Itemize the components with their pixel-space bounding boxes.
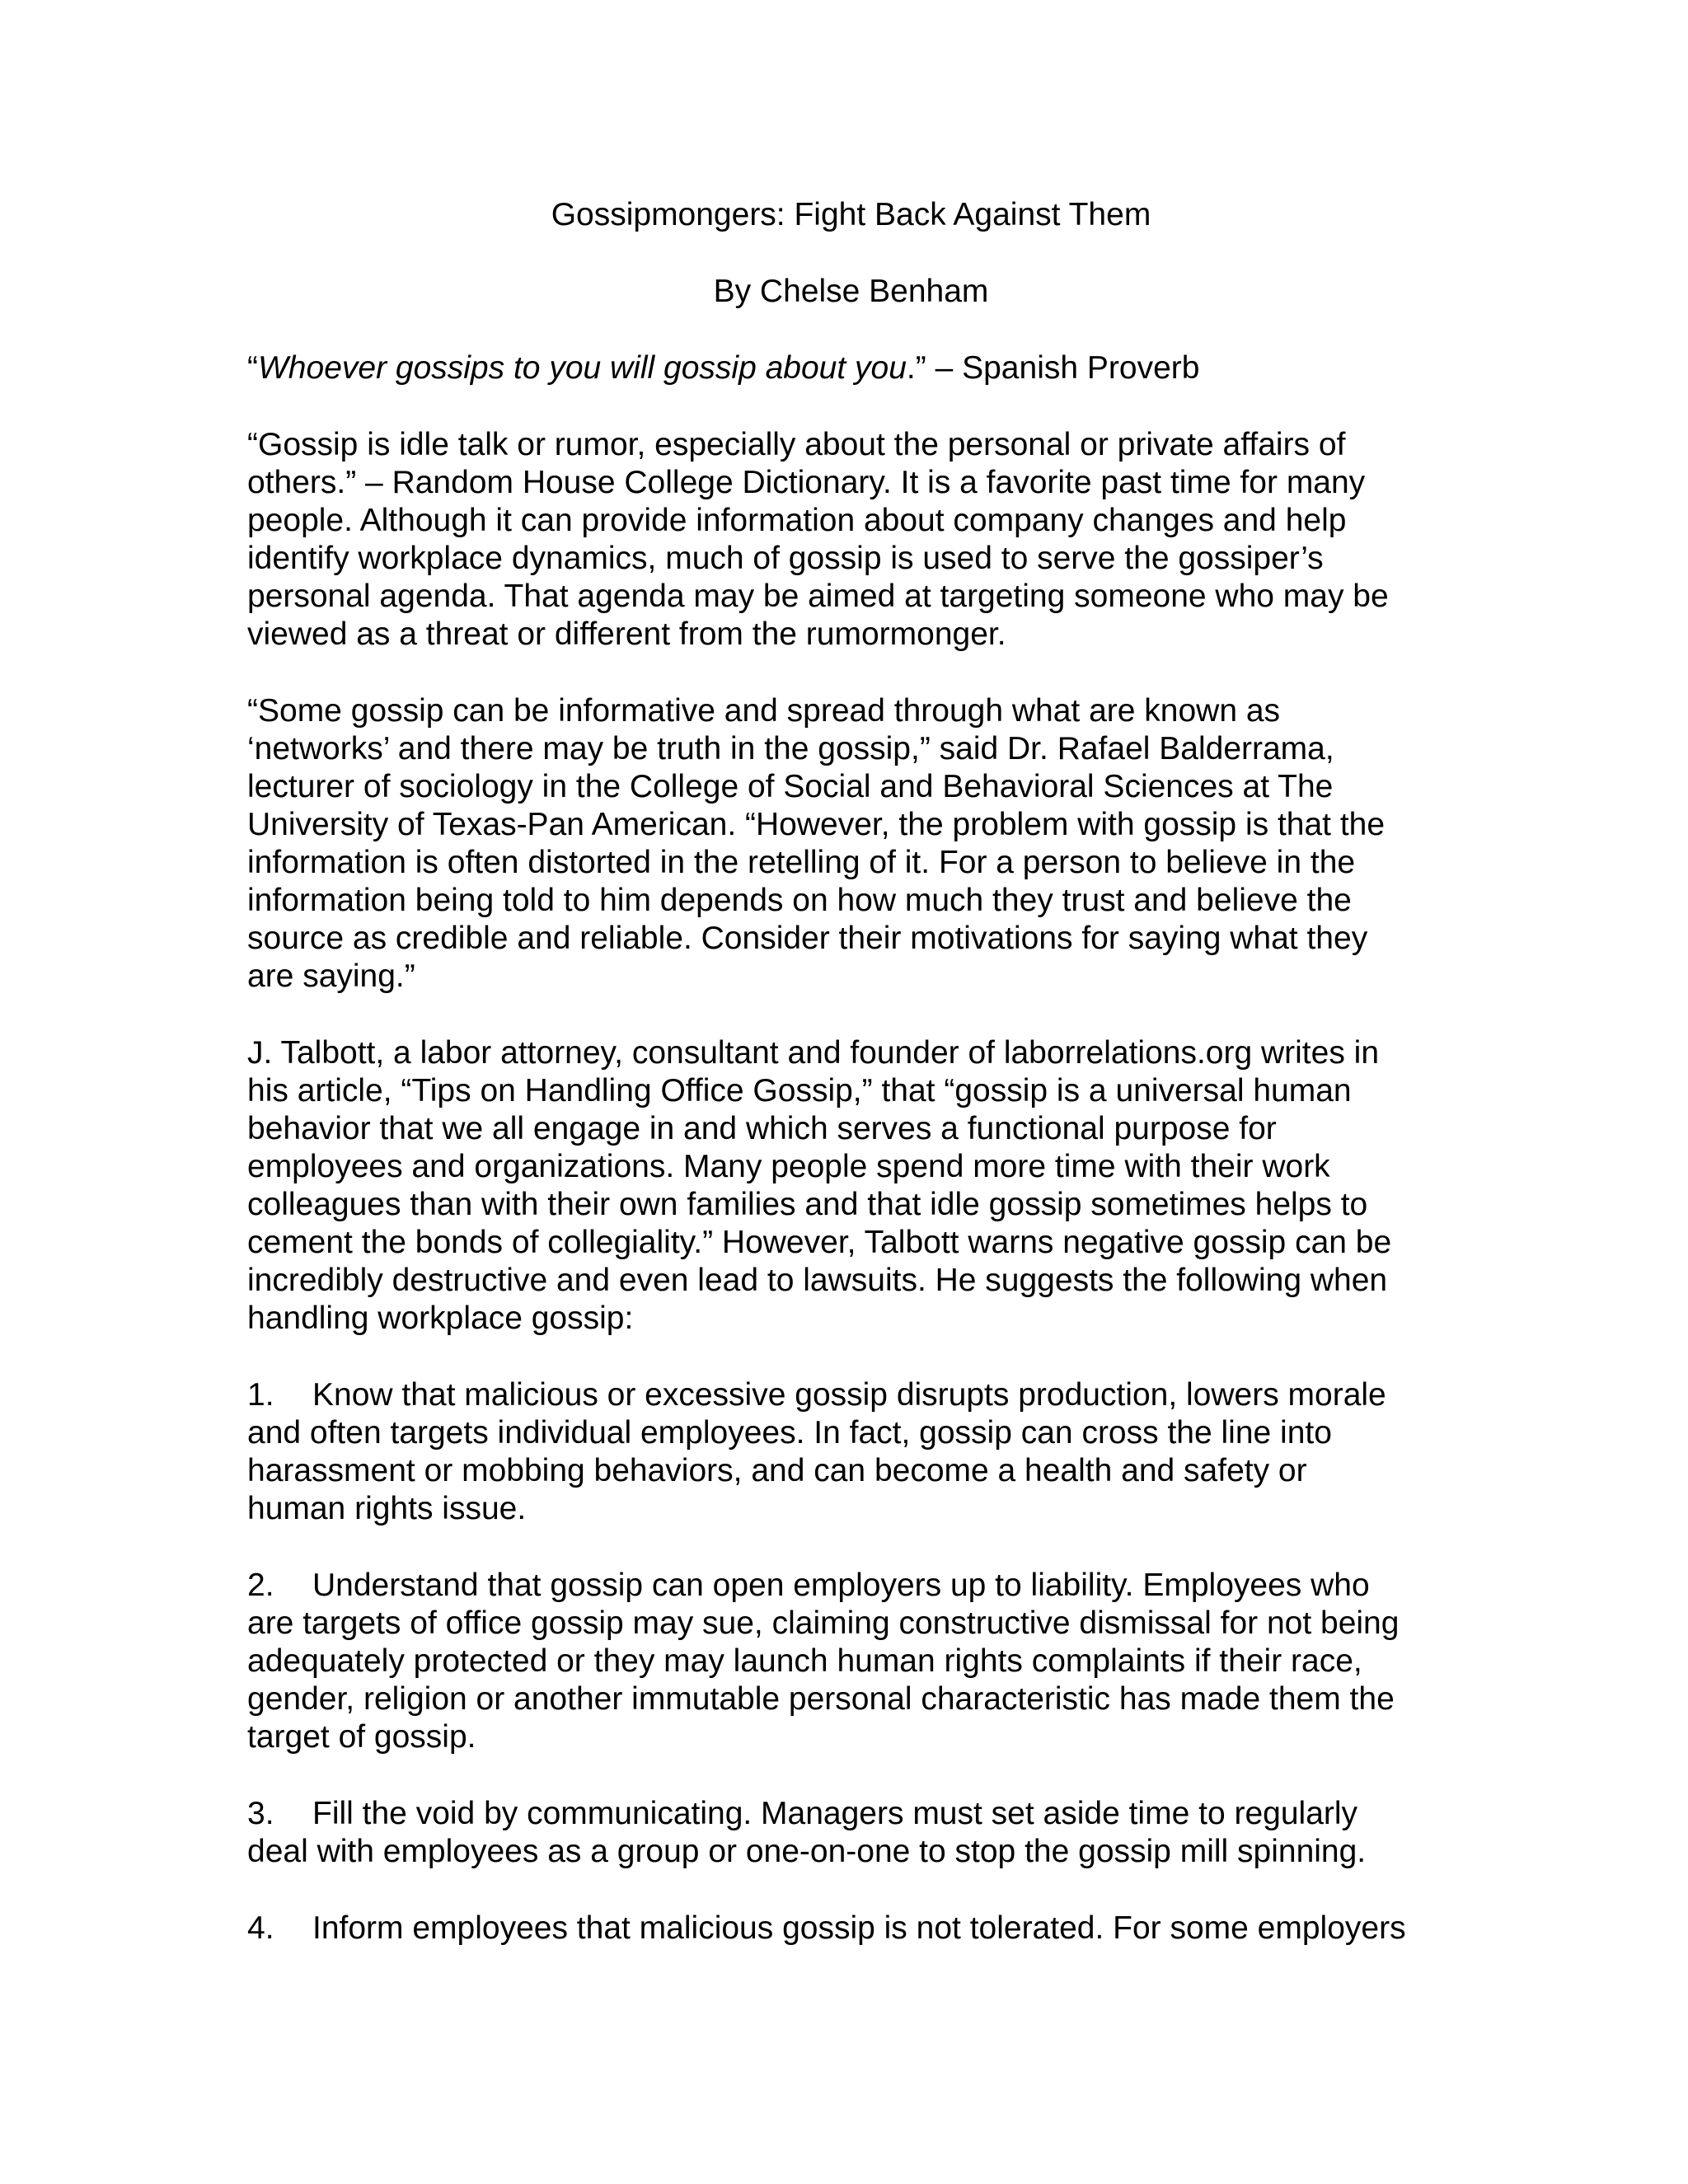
epigraph xyxy=(247,349,1455,387)
text-line: identify workplace dynamics, much of gossip is used to serve the gossiper’s xyxy=(247,541,1324,576)
list-item xyxy=(247,1376,1455,1528)
text-line: others.” – Random House College Dictionary. It is a favorite past time for many xyxy=(247,465,1366,500)
paragraph-balderrama-quote xyxy=(247,692,1455,996)
list-item-number: 2. xyxy=(247,1568,274,1603)
text-line: deal with employees as a group or one-on-one to stop the gossip mill spinning. xyxy=(247,1834,1367,1869)
text-line: lecturer of sociology in the College of Social and Behavioral Sciences at The xyxy=(247,769,1334,804)
text-line: handling workplace gossip: xyxy=(247,1301,634,1336)
document-title: Gossipmongers: Fight Back Against Them xyxy=(551,197,1151,232)
list-item-text: Fill the void by communicating. Managers must set aside time to regularly xyxy=(312,1796,1358,1831)
author-byline: By Chelse Benham xyxy=(713,274,989,309)
paragraph-definition xyxy=(247,426,1455,654)
text-line: harassment or mobbing behaviors, and can become a health and safety or xyxy=(247,1453,1307,1488)
document-body xyxy=(247,196,1455,1986)
text-line: information is often distorted in the retelling of it. For a person to believe in the xyxy=(247,845,1356,880)
list-item-first-line xyxy=(247,1910,1455,1947)
text-line: source as credible and reliable. Consider their motivations for saying what they xyxy=(247,921,1368,956)
list-item-text: Understand that gossip can open employers up to liability. Employees who xyxy=(312,1568,1370,1603)
text-line: personal agenda. That agenda may be aimed at targeting someone who may be xyxy=(247,579,1389,614)
text-line: incredibly destructive and even lead to lawsuits. He suggests the following when xyxy=(247,1263,1388,1298)
text-line: behavior that we all engage in and which serves a functional purpose for xyxy=(247,1111,1277,1146)
text-line: “Some gossip can be informative and spread through what are known as xyxy=(247,693,1281,729)
list-item-text: Inform employees that malicious gossip is not tolerated. For some employers xyxy=(312,1910,1406,1946)
text-line: J. Talbott, a labor attorney, consultant and founder of laborrelations.org writes in xyxy=(247,1035,1380,1071)
text-line: human rights issue. xyxy=(247,1491,527,1526)
text-line: cement the bonds of collegiality.” However, Talbott warns negative gossip can be xyxy=(247,1225,1392,1260)
text-line: viewed as a threat or different from the rumormonger. xyxy=(247,616,1006,652)
list-item-first-line xyxy=(247,1567,1455,1605)
text-line: are targets of office gossip may sue, claiming constructive dismissal for not being xyxy=(247,1605,1400,1641)
text-line: his article, “Tips on Handling Office Gossip,” that “gossip is a universal human xyxy=(247,1073,1352,1108)
text-line: and often targets individual employees. In fact, gossip can cross the line into xyxy=(247,1415,1332,1451)
list-item-first-line xyxy=(247,1795,1455,1833)
text-line: are saying.” xyxy=(247,958,415,994)
epigraph-open-quote: “ xyxy=(247,350,258,386)
list-item xyxy=(247,1795,1455,1871)
text-line: University of Texas-Pan American. “However, the problem with gossip is that the xyxy=(247,807,1386,842)
epigraph-attribution: .” – Spanish Proverb xyxy=(906,350,1200,386)
text-line: ‘networks’ and there may be truth in the gossip,” said Dr. Rafael Balderrama, xyxy=(247,731,1334,766)
epigraph-quote: Whoever gossips to you will gossip about you xyxy=(258,350,907,386)
list-item xyxy=(247,1567,1455,1756)
list-item-number: 3. xyxy=(247,1796,274,1831)
list-item-number: 1. xyxy=(247,1377,274,1413)
text-line: gender, religion or another immutable personal characteristic has made them the xyxy=(247,1681,1395,1717)
list-item-first-line xyxy=(247,1376,1455,1414)
text-line: “Gossip is idle talk or rumor, especially about the personal or private affairs of xyxy=(247,427,1346,462)
text-line: adequately protected or they may launch human rights complaints if their race, xyxy=(247,1643,1362,1679)
text-line: employees and organizations. Many people spend more time with their work xyxy=(247,1149,1330,1184)
text-line: information being told to him depends on how much they trust and believe the xyxy=(247,883,1352,918)
list-item xyxy=(247,1910,1455,1947)
text-line: target of gossip. xyxy=(247,1719,476,1755)
text-line: people. Although it can provide information about company changes and help xyxy=(247,503,1347,538)
list-item-text: Know that malicious or excessive gossip disrupts production, lowers morale xyxy=(312,1377,1386,1413)
list-item-number: 4. xyxy=(247,1910,274,1946)
text-line: colleagues than with their own families and that idle gossip sometimes helps to xyxy=(247,1187,1368,1222)
paragraph-talbott xyxy=(247,1034,1455,1338)
